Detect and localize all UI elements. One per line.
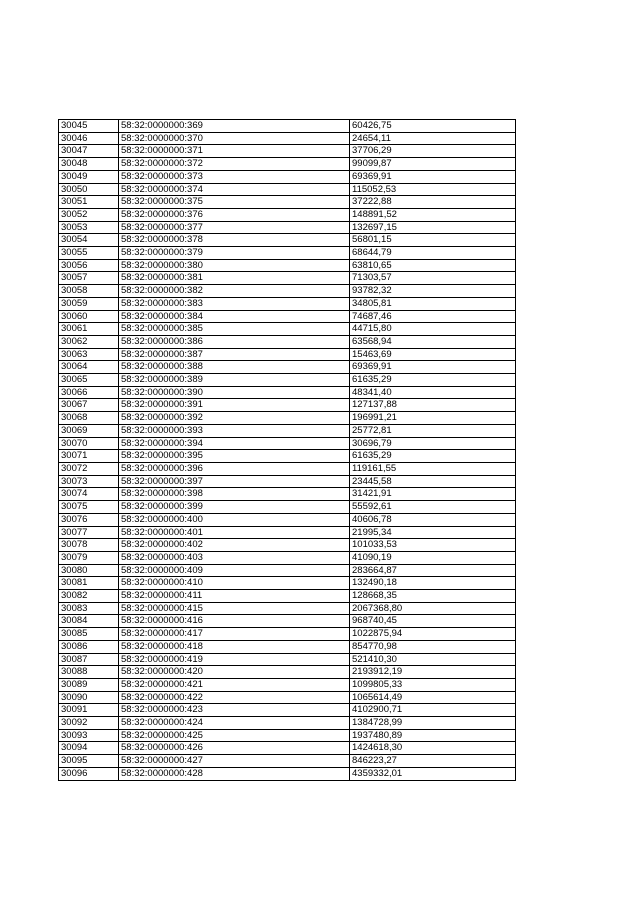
value-cell: 128668,35 (350, 590, 516, 603)
table-row (59, 615, 516, 628)
cadastral-number-cell: 58:32:0000000:394 (119, 437, 350, 450)
row-number-cell: 30083 (59, 602, 119, 615)
cadastral-number-cell: 58:32:0000000:380 (119, 259, 350, 272)
table-row (59, 462, 516, 475)
table-row (59, 551, 516, 564)
row-number-cell: 30079 (59, 551, 119, 564)
value-cell: 1384728,99 (350, 717, 516, 730)
table-row (59, 348, 516, 361)
row-number-cell: 30066 (59, 386, 119, 399)
table-row (59, 374, 516, 387)
table-row (59, 691, 516, 704)
row-number-cell: 30080 (59, 564, 119, 577)
cadastral-number-cell: 58:32:0000000:385 (119, 323, 350, 336)
table-row (59, 297, 516, 310)
cadastral-number-cell: 58:32:0000000:400 (119, 513, 350, 526)
row-number-cell: 30055 (59, 247, 119, 260)
data-table (58, 119, 516, 781)
cadastral-number-cell: 58:32:0000000:425 (119, 729, 350, 742)
value-cell: 93782,32 (350, 285, 516, 298)
table-row (59, 221, 516, 234)
table-row (59, 475, 516, 488)
row-number-cell: 30047 (59, 145, 119, 158)
value-cell: 23445,58 (350, 475, 516, 488)
value-cell: 846223,27 (350, 755, 516, 768)
row-number-cell: 30086 (59, 640, 119, 653)
cadastral-number-cell: 58:32:0000000:392 (119, 412, 350, 425)
cadastral-number-cell: 58:32:0000000:428 (119, 767, 350, 780)
cadastral-number-cell: 58:32:0000000:388 (119, 361, 350, 374)
table-row (59, 437, 516, 450)
value-cell: 68644,79 (350, 247, 516, 260)
cadastral-number-cell: 58:32:0000000:386 (119, 335, 350, 348)
cadastral-number-cell: 58:32:0000000:397 (119, 475, 350, 488)
cadastral-number-cell: 58:32:0000000:369 (119, 120, 350, 133)
cadastral-number-cell: 58:32:0000000:424 (119, 717, 350, 730)
row-number-cell: 30074 (59, 488, 119, 501)
value-cell: 25772,81 (350, 424, 516, 437)
row-number-cell: 30078 (59, 539, 119, 552)
table-row (59, 450, 516, 463)
row-number-cell: 30063 (59, 348, 119, 361)
table-body (59, 120, 516, 781)
table-row (59, 323, 516, 336)
cadastral-number-cell: 58:32:0000000:415 (119, 602, 350, 615)
value-cell: 283664,87 (350, 564, 516, 577)
row-number-cell: 30073 (59, 475, 119, 488)
table-row (59, 424, 516, 437)
cadastral-number-cell: 58:32:0000000:420 (119, 666, 350, 679)
row-number-cell: 30053 (59, 221, 119, 234)
cadastral-number-cell: 58:32:0000000:418 (119, 640, 350, 653)
cadastral-number-cell: 58:32:0000000:370 (119, 132, 350, 145)
cadastral-number-cell: 58:32:0000000:383 (119, 297, 350, 310)
table-row (59, 335, 516, 348)
table-row (59, 666, 516, 679)
cadastral-number-cell: 58:32:0000000:402 (119, 539, 350, 552)
cadastral-number-cell: 58:32:0000000:384 (119, 310, 350, 323)
row-number-cell: 30056 (59, 259, 119, 272)
row-number-cell: 30068 (59, 412, 119, 425)
value-cell: 521410,30 (350, 653, 516, 666)
row-number-cell: 30072 (59, 462, 119, 475)
table-row (59, 272, 516, 285)
value-cell: 63568,94 (350, 335, 516, 348)
cadastral-number-cell: 58:32:0000000:377 (119, 221, 350, 234)
value-cell: 44715,80 (350, 323, 516, 336)
cadastral-number-cell: 58:32:0000000:421 (119, 678, 350, 691)
cadastral-number-cell: 58:32:0000000:379 (119, 247, 350, 260)
value-cell: 63810,65 (350, 259, 516, 272)
table-row (59, 310, 516, 323)
table-row (59, 412, 516, 425)
cadastral-number-cell: 58:32:0000000:372 (119, 158, 350, 171)
value-cell: 1099805,33 (350, 678, 516, 691)
cadastral-number-cell: 58:32:0000000:417 (119, 628, 350, 641)
value-cell: 1022875,94 (350, 628, 516, 641)
row-number-cell: 30064 (59, 361, 119, 374)
table-row (59, 386, 516, 399)
row-number-cell: 30076 (59, 513, 119, 526)
cadastral-number-cell: 58:32:0000000:419 (119, 653, 350, 666)
cadastral-number-cell: 58:32:0000000:390 (119, 386, 350, 399)
value-cell: 115052,53 (350, 183, 516, 196)
table-row (59, 729, 516, 742)
table-row (59, 513, 516, 526)
row-number-cell: 30048 (59, 158, 119, 171)
cadastral-number-cell: 58:32:0000000:378 (119, 234, 350, 247)
value-cell: 132697,15 (350, 221, 516, 234)
cadastral-number-cell: 58:32:0000000:382 (119, 285, 350, 298)
value-cell: 24654,11 (350, 132, 516, 145)
value-cell: 37222,88 (350, 196, 516, 209)
cadastral-number-cell: 58:32:0000000:376 (119, 208, 350, 221)
row-number-cell: 30069 (59, 424, 119, 437)
row-number-cell: 30092 (59, 717, 119, 730)
value-cell: 4359332,01 (350, 767, 516, 780)
cadastral-number-cell: 58:32:0000000:416 (119, 615, 350, 628)
cadastral-number-cell: 58:32:0000000:411 (119, 590, 350, 603)
row-number-cell: 30045 (59, 120, 119, 133)
cadastral-number-cell: 58:32:0000000:399 (119, 501, 350, 514)
table-row (59, 183, 516, 196)
value-cell: 60426,75 (350, 120, 516, 133)
row-number-cell: 30081 (59, 577, 119, 590)
table-row (59, 678, 516, 691)
cadastral-number-cell: 58:32:0000000:374 (119, 183, 350, 196)
table-row (59, 640, 516, 653)
value-cell: 74687,46 (350, 310, 516, 323)
cadastral-number-cell: 58:32:0000000:410 (119, 577, 350, 590)
value-cell: 55592,61 (350, 501, 516, 514)
cadastral-number-cell: 58:32:0000000:381 (119, 272, 350, 285)
cadastral-number-cell: 58:32:0000000:389 (119, 374, 350, 387)
row-number-cell: 30082 (59, 590, 119, 603)
value-cell: 61635,29 (350, 450, 516, 463)
row-number-cell: 30077 (59, 526, 119, 539)
table-row (59, 170, 516, 183)
row-number-cell: 30089 (59, 678, 119, 691)
cadastral-number-cell: 58:32:0000000:426 (119, 742, 350, 755)
table-row (59, 577, 516, 590)
cadastral-number-cell: 58:32:0000000:387 (119, 348, 350, 361)
value-cell: 1424618,30 (350, 742, 516, 755)
value-cell: 4102900,71 (350, 704, 516, 717)
table-row (59, 653, 516, 666)
table-row (59, 399, 516, 412)
value-cell: 56801,15 (350, 234, 516, 247)
value-cell: 101033,53 (350, 539, 516, 552)
value-cell: 132490,18 (350, 577, 516, 590)
row-number-cell: 30054 (59, 234, 119, 247)
table-row (59, 628, 516, 641)
table-row (59, 501, 516, 514)
value-cell: 37706,29 (350, 145, 516, 158)
cadastral-number-cell: 58:32:0000000:423 (119, 704, 350, 717)
table-row (59, 590, 516, 603)
row-number-cell: 30084 (59, 615, 119, 628)
table-row (59, 196, 516, 209)
value-cell: 1937480,89 (350, 729, 516, 742)
row-number-cell: 30071 (59, 450, 119, 463)
row-number-cell: 30050 (59, 183, 119, 196)
value-cell: 34805,81 (350, 297, 516, 310)
row-number-cell: 30051 (59, 196, 119, 209)
table-row (59, 361, 516, 374)
table-row (59, 564, 516, 577)
row-number-cell: 30095 (59, 755, 119, 768)
table-row (59, 539, 516, 552)
value-cell: 119161,55 (350, 462, 516, 475)
row-number-cell: 30085 (59, 628, 119, 641)
row-number-cell: 30070 (59, 437, 119, 450)
cadastral-number-cell: 58:32:0000000:398 (119, 488, 350, 501)
row-number-cell: 30062 (59, 335, 119, 348)
cadastral-number-cell: 58:32:0000000:391 (119, 399, 350, 412)
value-cell: 40606,78 (350, 513, 516, 526)
value-cell: 968740,45 (350, 615, 516, 628)
table-row (59, 145, 516, 158)
row-number-cell: 30075 (59, 501, 119, 514)
table-row (59, 132, 516, 145)
cadastral-number-cell: 58:32:0000000:395 (119, 450, 350, 463)
cadastral-number-cell: 58:32:0000000:373 (119, 170, 350, 183)
value-cell: 15463,69 (350, 348, 516, 361)
value-cell: 2193912,19 (350, 666, 516, 679)
row-number-cell: 30067 (59, 399, 119, 412)
table-row (59, 704, 516, 717)
value-cell: 148891,52 (350, 208, 516, 221)
table-row (59, 234, 516, 247)
row-number-cell: 30060 (59, 310, 119, 323)
table-row (59, 755, 516, 768)
value-cell: 854770,98 (350, 640, 516, 653)
value-cell: 99099,87 (350, 158, 516, 171)
row-number-cell: 30093 (59, 729, 119, 742)
table-row (59, 488, 516, 501)
value-cell: 30696,79 (350, 437, 516, 450)
table-row (59, 120, 516, 133)
value-cell: 127137,88 (350, 399, 516, 412)
row-number-cell: 30065 (59, 374, 119, 387)
cadastral-number-cell: 58:32:0000000:393 (119, 424, 350, 437)
row-number-cell: 30091 (59, 704, 119, 717)
cadastral-number-cell: 58:32:0000000:375 (119, 196, 350, 209)
value-cell: 48341,40 (350, 386, 516, 399)
table-row (59, 158, 516, 171)
table-row (59, 285, 516, 298)
value-cell: 31421,91 (350, 488, 516, 501)
table-row (59, 526, 516, 539)
table-row (59, 259, 516, 272)
row-number-cell: 30094 (59, 742, 119, 755)
row-number-cell: 30059 (59, 297, 119, 310)
cadastral-number-cell: 58:32:0000000:409 (119, 564, 350, 577)
row-number-cell: 30058 (59, 285, 119, 298)
table-row (59, 767, 516, 780)
value-cell: 1065614,49 (350, 691, 516, 704)
row-number-cell: 30087 (59, 653, 119, 666)
value-cell: 69369,91 (350, 170, 516, 183)
value-cell: 41090,19 (350, 551, 516, 564)
cadastral-number-cell: 58:32:0000000:422 (119, 691, 350, 704)
table-row (59, 247, 516, 260)
value-cell: 61635,29 (350, 374, 516, 387)
row-number-cell: 30090 (59, 691, 119, 704)
row-number-cell: 30088 (59, 666, 119, 679)
cadastral-number-cell: 58:32:0000000:396 (119, 462, 350, 475)
row-number-cell: 30061 (59, 323, 119, 336)
table-row (59, 717, 516, 730)
value-cell: 71303,57 (350, 272, 516, 285)
value-cell: 2067368,80 (350, 602, 516, 615)
value-cell: 69369,91 (350, 361, 516, 374)
cadastral-number-cell: 58:32:0000000:401 (119, 526, 350, 539)
cadastral-number-cell: 58:32:0000000:427 (119, 755, 350, 768)
value-cell: 21995,34 (350, 526, 516, 539)
table-row (59, 742, 516, 755)
cadastral-number-cell: 58:32:0000000:403 (119, 551, 350, 564)
row-number-cell: 30052 (59, 208, 119, 221)
row-number-cell: 30096 (59, 767, 119, 780)
row-number-cell: 30049 (59, 170, 119, 183)
value-cell: 196991,21 (350, 412, 516, 425)
row-number-cell: 30057 (59, 272, 119, 285)
table-row (59, 208, 516, 221)
row-number-cell: 30046 (59, 132, 119, 145)
table-row (59, 602, 516, 615)
cadastral-number-cell: 58:32:0000000:371 (119, 145, 350, 158)
